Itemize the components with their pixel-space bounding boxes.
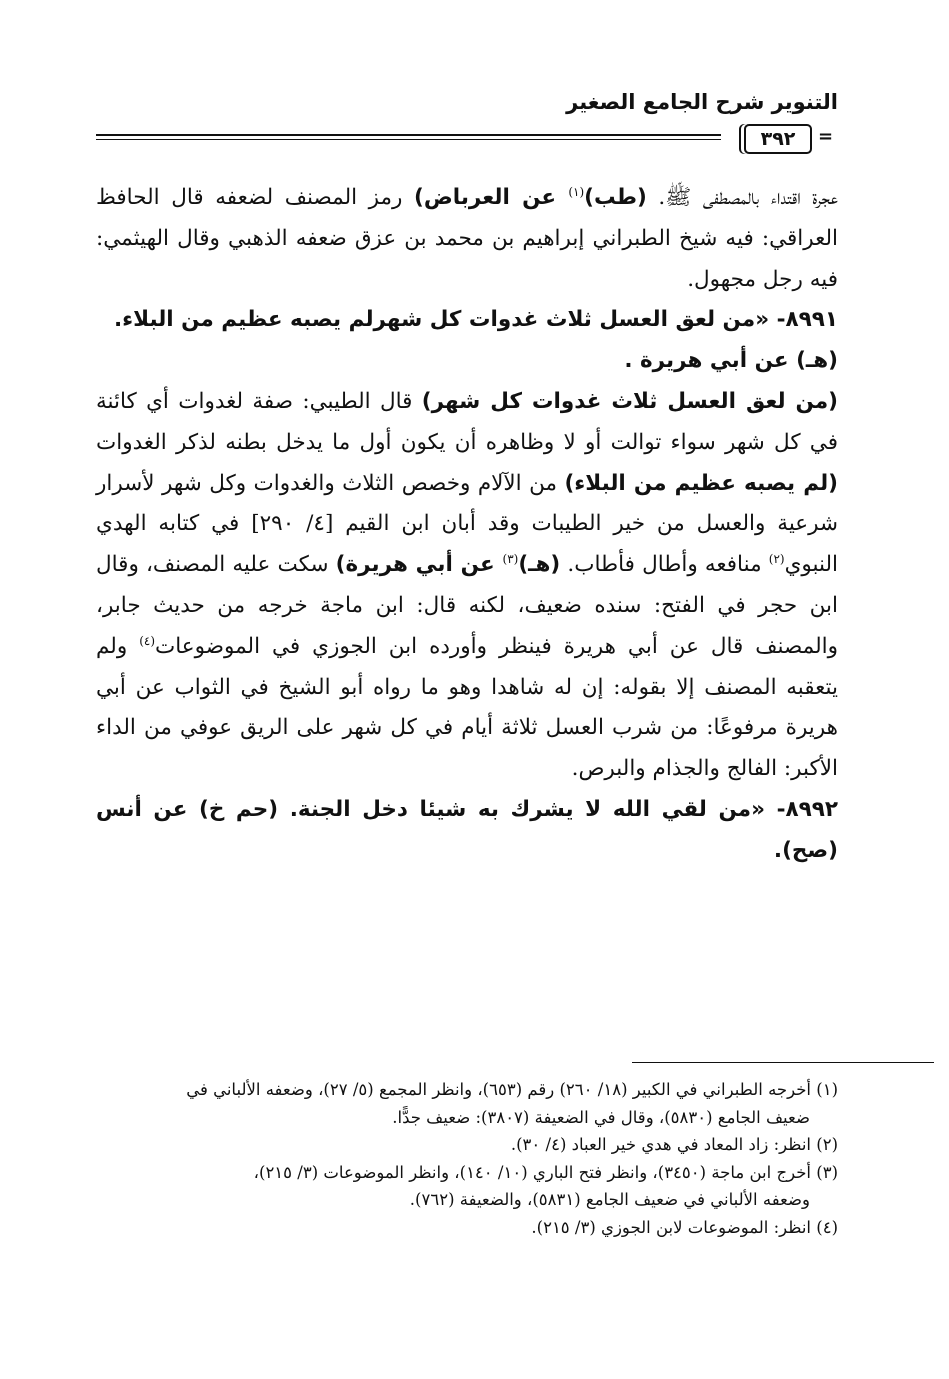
book-page (96, 0, 838, 1379)
footnote-separator (632, 1062, 934, 1063)
footnote-4: (٤) انظر: الموضوعات لابن الجوزي (٣/ ٢١٥). (531, 1217, 838, 1237)
footnote-1: (١) أخرجه الطبراني في الكبير (١٨/ ٢٦٠) رقم (٦٥٣)، وانظر المجمع (٥/ ٢٧)، وضعفه الألباني في ضعيف الجامع (٥٨٣٠)، وقال في الضعيفة (٣٨٠٧): ضعيف جدًّا. (186, 1080, 838, 1127)
header-double-rule (96, 130, 721, 144)
header-rule-thick (96, 134, 721, 136)
footnote-ref-4[interactable]: (٤) (139, 633, 156, 648)
hadith-8991: ٨٩٩١- «من لعق العسل ثلاث غدوات كل شهرلم يصبه عظيم من البلاء. (هـ) عن أبي هريرة . (113, 307, 838, 374)
running-header-title: التنوير شرح الجامع الصغير (566, 90, 838, 114)
footnote-3: (٣) أخرج ابن ماجة (٣٤٥٠)، وانظر فتح الباري (١٠/ ١٤٠)، وانظر الموضوعات (٣/ ٢١٥)، وضعفه الألباني في ضعيف الجامع (٥٨٣١)، والضعيفة (٧٦٢). (253, 1162, 838, 1209)
footnote-2: (٢) انظر: زاد المعاد في هدي خير العباد (٤/ ٣٠). (510, 1135, 838, 1154)
header-rule-thin (96, 139, 721, 140)
commentary-paragraph-1: عجرة اقتداء بالمصطفى ﷺ. (طب)$^{(١)}$ عن العرباض) رمز المصنف لضعفه قال الحافظ العراقي: فيه شيخ الطبراني إبراهيم بن محمد بن عزق ضعفه الذهبي وقال الهيثمي: فيه رجل مجهول. (96, 184, 838, 292)
page-number: ٣٩٢ (744, 124, 812, 154)
footnote-ref-3[interactable]: (٣) (502, 552, 519, 567)
main-text (96, 178, 838, 872)
page-number-mark: = (818, 126, 834, 147)
commentary-paragraph-2: (من لعق العسل ثلاث غدوات كل شهر) قال الطيبي: صفة لغدوات أي كائنة في كل شهر سواء توالت أو لا وظاهره أن يكون أول ما يدخل بطنه لذكر الغدوات (لم يصبه عظيم من البلاء) من الآلام وخصص الثلاث والغدوات وكل شهر لأسرار شرعية والعسل من خير الطيبات وقد أبان ابن القيم [٤/ ٢٩٠] في كتابه الهدي النبوي$^{(٢)}$ منافعه وأطال فأطاب. (هـ)$^{(٣)}$ عن أبي هريرة) سكت عليه المصنف، وقال ابن حجر في الفتح: سنده ضعيف، لكنه قال: ابن ماجة خرجه من حديث جابر، والمصنف قال عن أبي هريرة فينظر وأورده ابن الجوزي في الموضوعات$^{(٤)}$ ولم يتعقبه المصنف إلا بقوله: إن له شاهدا وهو ما رواه أبو الشيخ في الثواب عن أبي هريرة مرفوعًا: من شرب العسل ثلاثة أيام في كل شهر على الريق عوفي من الداء الأكبر: الفالج والجذام والبرص. (96, 388, 839, 782)
footnote-ref-1[interactable]: (١) (568, 184, 585, 199)
footnotes (96, 1076, 838, 1241)
hadith-8992: ٨٩٩٢- «من لقي الله لا يشرك به شيئا دخل الجنة. (حم خ) عن أنس (صح). (96, 796, 838, 863)
footnote-ref-2[interactable]: (٢) (768, 552, 785, 567)
